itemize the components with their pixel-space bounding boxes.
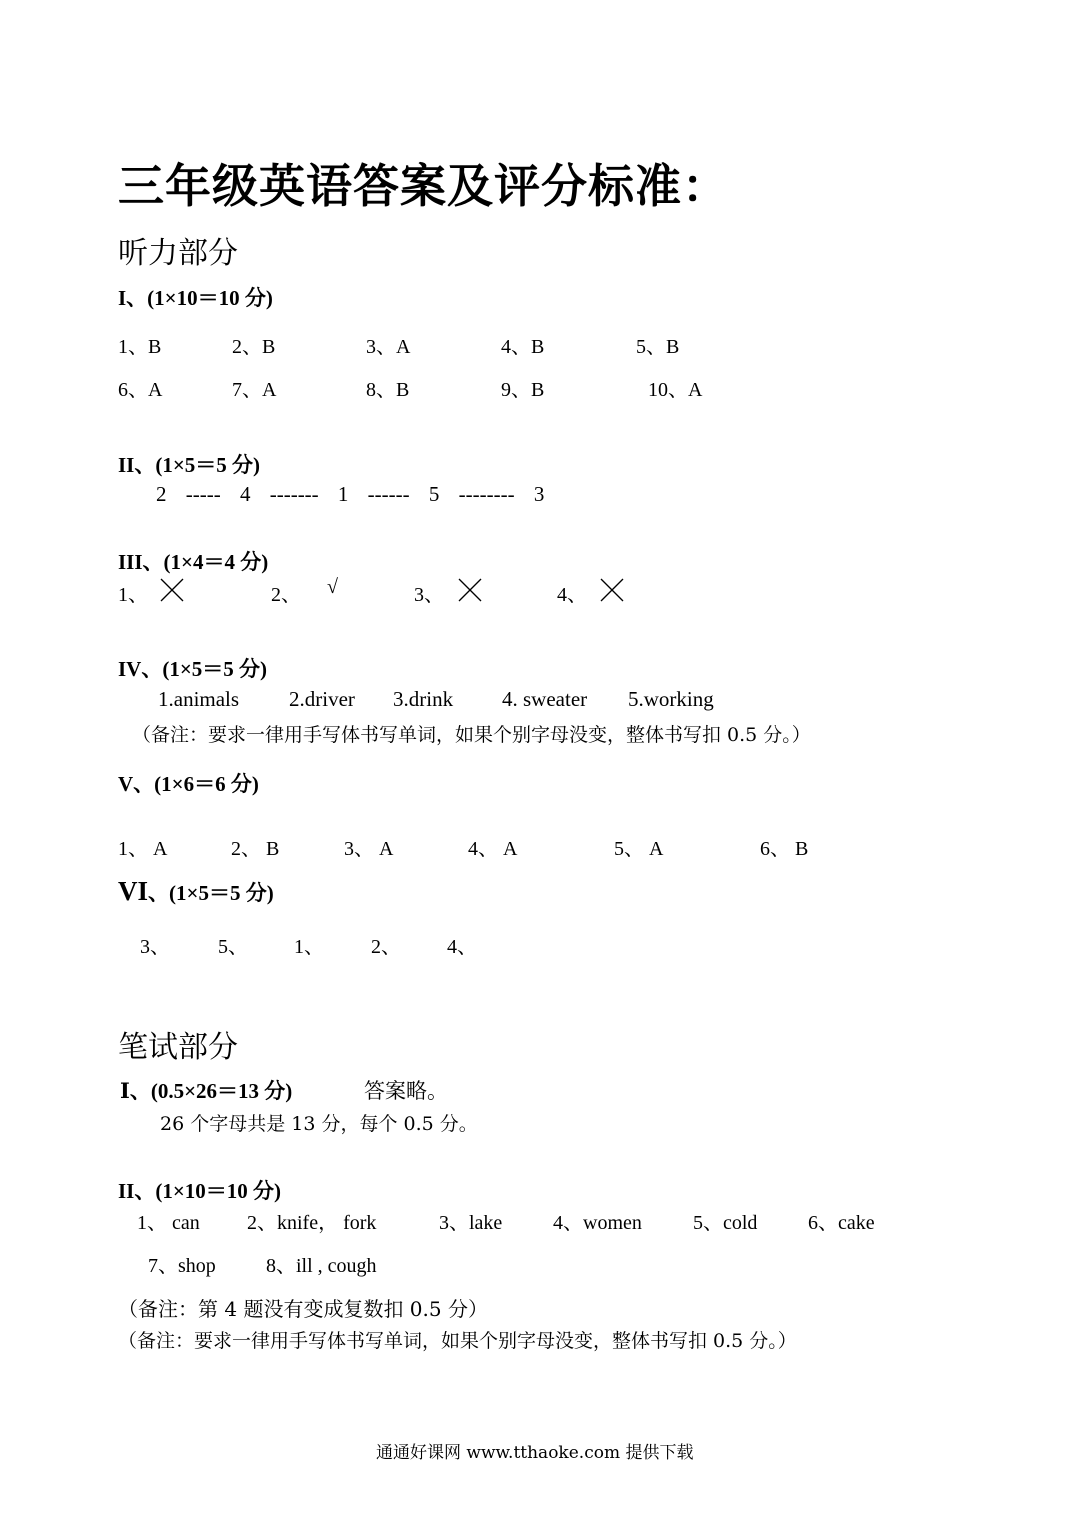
answer-item: 4、 bbox=[447, 936, 477, 958]
scoring-note: （备注：要求一律用手写体书写单词，如果个别字母没变，整体书写扣 0.5 分。） bbox=[132, 724, 811, 746]
listening-q2-answer: 2 ----- 4 ------- 1 ------ 5 -------- 3 bbox=[156, 482, 545, 506]
answer-item: 5、 A bbox=[614, 838, 664, 860]
answer-item: 1、 A bbox=[118, 838, 168, 860]
answer-item: 2、knife， fork bbox=[247, 1212, 377, 1234]
check-mark: √ bbox=[327, 576, 338, 598]
writing-q1-extra: 答案略。 bbox=[364, 1079, 448, 1103]
answer-item: 2.driver bbox=[289, 687, 355, 711]
answer-item: 1、B bbox=[118, 336, 162, 358]
answer-item: 6、 B bbox=[760, 838, 809, 860]
answer-item: 1.animals bbox=[158, 687, 240, 711]
writing-q2-label: II、(1×10＝10 分) bbox=[118, 1179, 282, 1203]
q6-roman-numeral: VI bbox=[118, 876, 149, 906]
footer-credit: 通通好课网 www.tthaoke.com 提供下载 bbox=[376, 1443, 694, 1463]
cross-icon bbox=[160, 578, 184, 602]
answer-item: 7、A bbox=[232, 379, 277, 401]
answer-item: 5.working bbox=[628, 687, 714, 711]
answer-item: 2、B bbox=[232, 336, 276, 358]
answer-item: 6、A bbox=[118, 379, 163, 401]
q6-score: 、(1×5＝5 分) bbox=[148, 881, 274, 905]
answer-item: 2、 B bbox=[231, 838, 280, 860]
answer-item: 8、ill , cough bbox=[266, 1255, 377, 1277]
writing-q1-label: Ⅰ、(0.5×26＝13 分) bbox=[120, 1079, 293, 1103]
answer-item: 5、cold bbox=[693, 1212, 758, 1234]
scoring-note: （备注：第 4 题没有变成复数扣 0.5 分） bbox=[118, 1297, 488, 1321]
writing-q1-detail: 26 个字母共是 13 分，每个 0.5 分。 bbox=[160, 1113, 478, 1135]
answer-item: 3、 A bbox=[344, 838, 394, 860]
answer-item: 4、 A bbox=[468, 838, 518, 860]
listening-q5-label: V、(1×6＝6 分) bbox=[118, 772, 259, 796]
answer-item: 1、 bbox=[294, 936, 324, 958]
listening-q1-label: I、(1×10＝10 分) bbox=[118, 286, 273, 310]
answer-item: 5、 bbox=[218, 936, 248, 958]
answer-item: 1、 can bbox=[137, 1212, 200, 1234]
cross-icon bbox=[458, 578, 482, 602]
listening-heading: 听力部分 bbox=[118, 236, 238, 271]
answer-number: 2、 bbox=[271, 584, 301, 606]
writing-heading: 笔试部分 bbox=[118, 1030, 238, 1065]
listening-q6-label bbox=[118, 876, 274, 907]
answer-item: 10、A bbox=[648, 379, 703, 401]
listening-q4-label: IV、(1×5＝5 分) bbox=[118, 657, 268, 681]
answer-item: 8、B bbox=[366, 379, 410, 401]
answer-item: 6、cake bbox=[808, 1212, 875, 1234]
scoring-note: （备注：要求一律用手写体书写单词，如果个别字母没变，整体书写扣 0.5 分。） bbox=[118, 1330, 797, 1352]
answer-number: 3、 bbox=[414, 584, 444, 606]
answer-item: 4、B bbox=[501, 336, 545, 358]
answer-item: 3、lake bbox=[439, 1212, 503, 1234]
cross-icon bbox=[600, 578, 624, 602]
listening-q2-label: II、(1×5＝5 分) bbox=[118, 453, 261, 477]
answer-item: 7、shop bbox=[148, 1255, 216, 1277]
answer-item: 3、A bbox=[366, 336, 411, 358]
page-title: 三年级英语答案及评分标准： bbox=[118, 159, 729, 213]
listening-q3-label: III、(1×4＝4 分) bbox=[118, 550, 269, 574]
answer-item: 4、women bbox=[553, 1212, 642, 1234]
answer-item: 9、B bbox=[501, 379, 545, 401]
answer-item: 3.drink bbox=[393, 687, 454, 711]
answer-number: 1、 bbox=[118, 584, 148, 606]
answer-item: 3、 bbox=[140, 936, 170, 958]
answer-item: 4. sweater bbox=[502, 687, 588, 711]
answer-item: 2、 bbox=[371, 936, 401, 958]
answer-item: 5、B bbox=[636, 336, 680, 358]
answer-number: 4、 bbox=[557, 584, 587, 606]
